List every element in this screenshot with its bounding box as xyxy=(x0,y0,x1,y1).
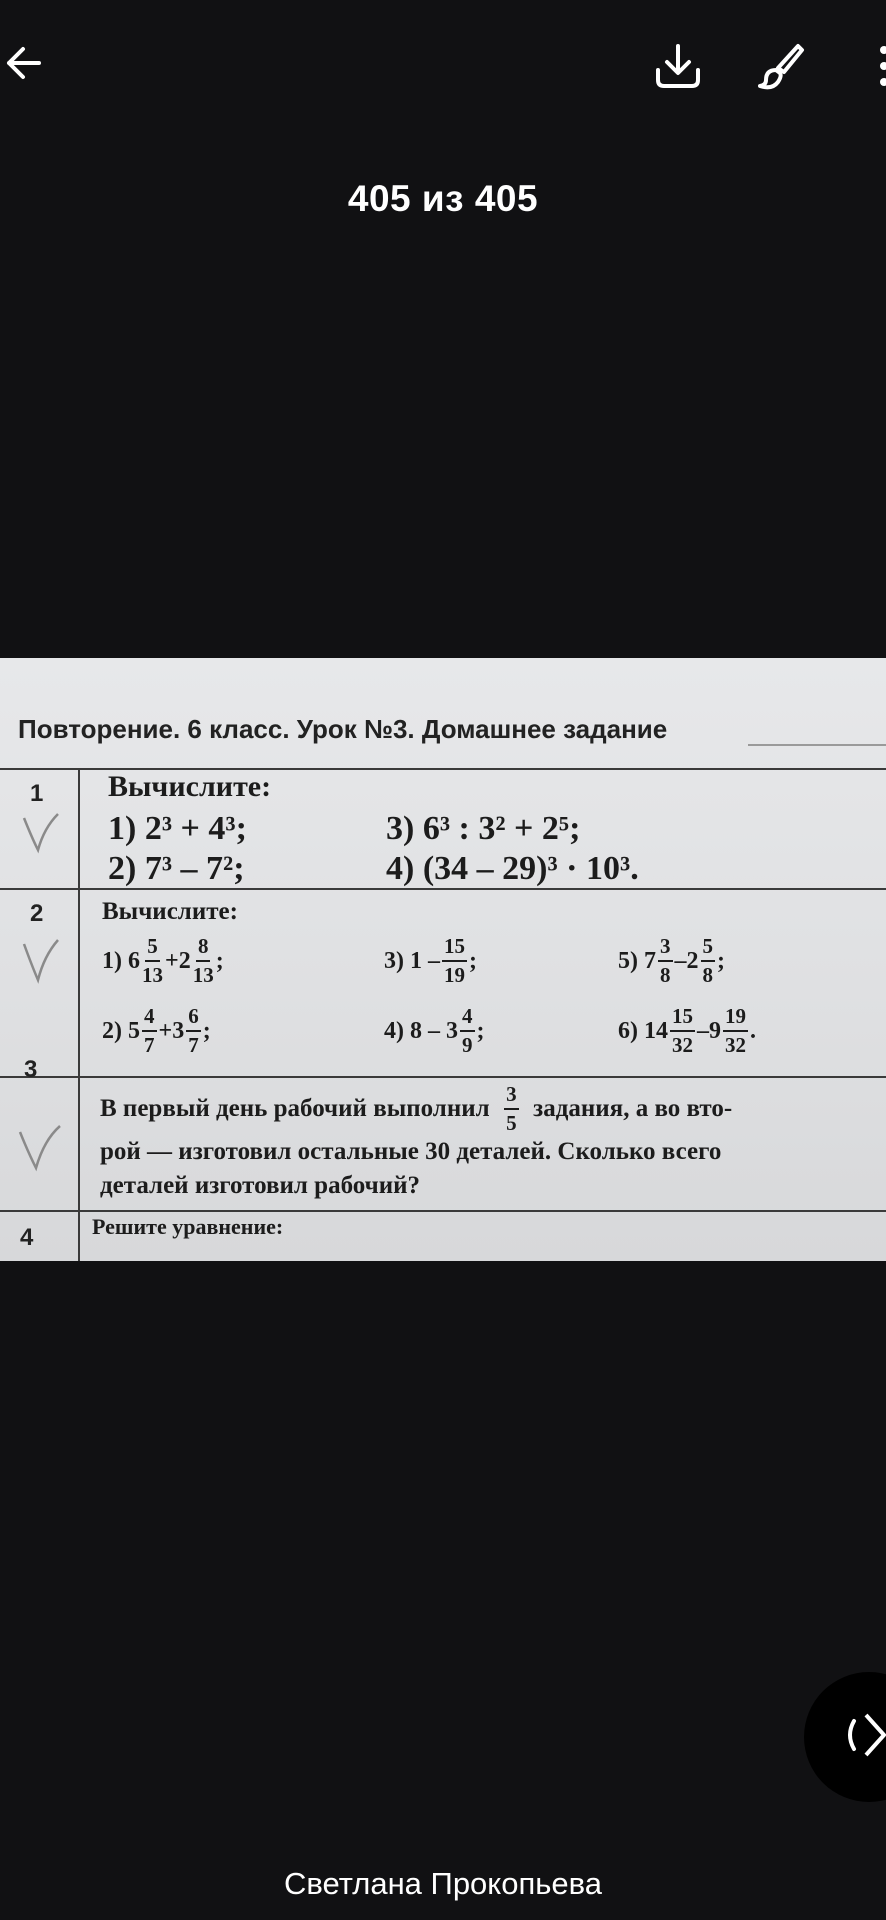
denominator: 19 xyxy=(444,963,465,987)
item-label: 4) xyxy=(384,1017,404,1044)
terminator: ; xyxy=(476,1017,485,1044)
denominator: 13 xyxy=(142,963,163,987)
table-border xyxy=(0,1076,886,1078)
task-heading: Вычислите: xyxy=(108,770,272,803)
operator: + xyxy=(158,1017,173,1044)
denominator: 9 xyxy=(462,1033,473,1057)
denominator: 13 xyxy=(192,963,214,987)
text: В первый день рабочий выполнил xyxy=(100,1095,490,1122)
denominator: 8 xyxy=(660,963,671,987)
expression-4: 4) (34 – 29)³ · 10³. xyxy=(386,850,639,887)
operator: + xyxy=(165,947,179,974)
fraction xyxy=(186,1006,201,1056)
denominator: 7 xyxy=(188,1033,199,1057)
terminator: ; xyxy=(202,1017,211,1044)
denominator: 32 xyxy=(725,1033,746,1057)
expression-3: 3) 6³ : 3² + 2⁵; xyxy=(386,810,581,847)
arrow-left-icon xyxy=(5,43,45,88)
whole-part: 9 xyxy=(709,1017,721,1044)
fraction xyxy=(193,936,214,986)
download-icon xyxy=(652,40,704,97)
task-heading: Вычислите: xyxy=(102,898,238,925)
operator: – xyxy=(697,1017,709,1044)
fraction xyxy=(504,1084,519,1134)
expression-2: 2) 7³ – 7²; xyxy=(108,850,245,887)
whole-part: 14 xyxy=(644,1017,668,1044)
checkmark-icon xyxy=(18,808,62,863)
lead-term: 8 – 3 xyxy=(410,1017,458,1044)
whole-part: 2 xyxy=(686,947,699,974)
fraction-item-6 xyxy=(618,1006,756,1056)
numerator: 3 xyxy=(658,936,673,962)
numerator: 19 xyxy=(723,1006,748,1032)
table-column-divider xyxy=(78,768,80,1261)
fraction xyxy=(701,936,716,986)
numerator: 6 xyxy=(186,1006,201,1032)
terminator: ; xyxy=(215,947,224,974)
sheet-title: Повторение. 6 класс. Урок №3. Домашнее задание xyxy=(18,714,668,744)
task3-line1 xyxy=(100,1084,732,1134)
task-number: 1 xyxy=(30,780,44,807)
numerator: 4 xyxy=(142,1006,157,1032)
fraction-item-4 xyxy=(384,1006,485,1056)
fraction xyxy=(142,1006,157,1056)
text: задания, а во вто- xyxy=(533,1095,733,1122)
fraction-item-2 xyxy=(102,1006,211,1056)
brush-icon xyxy=(754,40,806,97)
item-label: 5) xyxy=(618,947,638,974)
task3-line3: деталей изготовил рабочий? xyxy=(100,1172,421,1199)
numerator: 4 xyxy=(460,1006,475,1032)
numerator: 5 xyxy=(145,936,160,962)
fraction xyxy=(460,1006,475,1056)
lead-term: 1 – xyxy=(410,947,440,974)
item-label: 6) xyxy=(618,1017,638,1044)
checkmark-icon xyxy=(18,932,62,993)
top-bar xyxy=(0,0,886,140)
task-number: 4 xyxy=(20,1224,34,1251)
denominator: 8 xyxy=(702,963,713,987)
numerator: 8 xyxy=(196,936,211,962)
more-button[interactable] xyxy=(866,40,886,96)
terminator: ; xyxy=(469,947,477,974)
table-border xyxy=(0,888,886,890)
task-heading: Решите уравнение: xyxy=(92,1214,284,1239)
item-label: 2) xyxy=(102,1017,122,1044)
task-number: 3 xyxy=(24,1056,38,1083)
numerator: 3 xyxy=(504,1084,519,1110)
task-number: 2 xyxy=(30,900,44,927)
whole-part: 6 xyxy=(128,947,140,974)
numerator: 15 xyxy=(442,936,467,962)
fraction xyxy=(442,936,467,986)
denominator: 5 xyxy=(506,1111,517,1135)
fraction xyxy=(142,936,163,986)
numerator: 15 xyxy=(670,1006,695,1032)
fraction xyxy=(670,1006,695,1056)
numerator: 5 xyxy=(701,936,716,962)
operator: – xyxy=(674,947,687,974)
fraction xyxy=(658,936,673,986)
rotate-button[interactable] xyxy=(804,1672,886,1802)
whole-part: 2 xyxy=(178,947,191,974)
denominator: 32 xyxy=(672,1033,693,1057)
more-vertical-icon xyxy=(866,40,886,97)
item-label: 3) xyxy=(384,947,404,974)
author-name: Светлана Прокопьева xyxy=(284,1866,602,1901)
expression-1: 1) 2³ + 4³; xyxy=(108,810,247,847)
checkmark-icon xyxy=(14,1118,64,1179)
fraction xyxy=(723,1006,748,1056)
back-button[interactable] xyxy=(0,40,50,90)
task3-line2: рой — изготовил остальные 30 деталей. Сколько всего xyxy=(100,1138,722,1165)
whole-part: 3 xyxy=(172,1017,185,1044)
whole-part: 7 xyxy=(644,947,656,974)
photo-image[interactable] xyxy=(0,658,886,1261)
fraction-item-5 xyxy=(618,936,725,986)
screen-rotation-icon xyxy=(844,1707,886,1768)
terminator: ; xyxy=(717,947,725,974)
edit-button[interactable] xyxy=(752,40,808,96)
terminator: . xyxy=(750,1017,756,1044)
download-button[interactable] xyxy=(650,40,706,96)
whole-part: 5 xyxy=(128,1017,140,1044)
denominator: 7 xyxy=(144,1033,155,1057)
photo-counter: 405 из 405 xyxy=(347,178,539,219)
fraction-item-3 xyxy=(384,936,477,986)
fraction-item-1 xyxy=(102,936,224,986)
name-underline xyxy=(748,744,886,746)
item-label: 1) xyxy=(102,947,122,974)
table-border xyxy=(0,1210,886,1212)
